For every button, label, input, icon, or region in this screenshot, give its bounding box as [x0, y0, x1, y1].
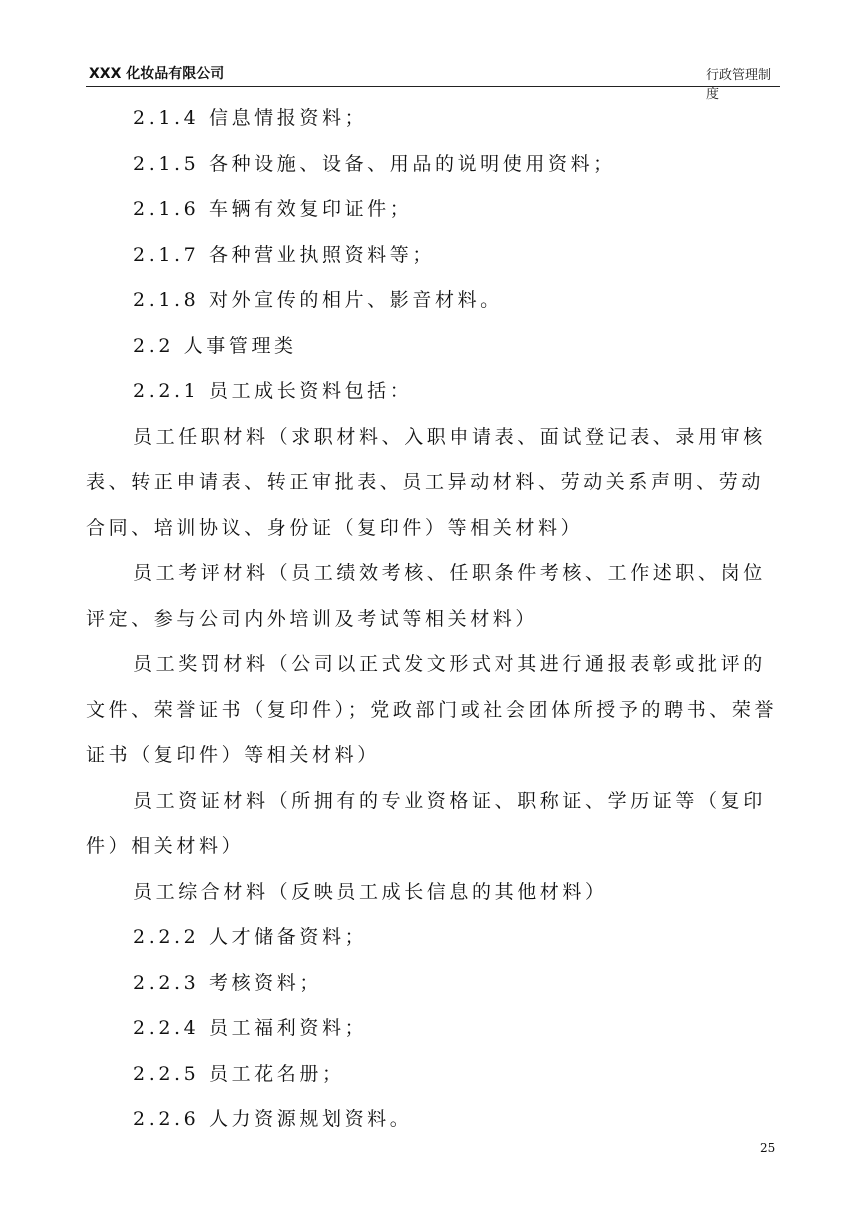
paragraph: 2.2.6 人力资源规划资料。 [133, 1108, 413, 1130]
paragraph: 2.1.5 各种设施、设备、用品的说明使用资料； [133, 152, 616, 175]
paragraph: 2.2.4 员工福利资料； [133, 1017, 368, 1039]
paragraph: 2.1.7 各种营业执照资料等； [133, 243, 435, 266]
paragraph: 员工资证材料（所拥有的专业资格证、职称证、学历证等（复印件）相关材料） [86, 789, 766, 857]
paragraph: 2.2 人事管理类 [133, 334, 297, 357]
paragraph: 员工考评材料（员工绩效考核、任职条件考核、工作述职、岗位评定、参与公司内外培训及考试等相关材料） [86, 562, 766, 630]
paragraph: 2.2.3 考核资料； [133, 971, 322, 994]
paragraph: 员工任职材料（求职材料、入职申请表、面试登记表、录用审核表、转正申请表、转正审批表、员工异动材料、劳动关系声明、劳动合同、培训协议、身份证（复印件）等相关材料） [86, 425, 766, 539]
paragraph: 2.1.4 信息情报资料； [133, 107, 368, 129]
paragraph: 2.1.6 车辆有效复印证件； [133, 198, 413, 220]
section-title: 行政管理制度 [706, 68, 772, 102]
document-body [86, 96, 780, 1143]
company-name: XXX 化妆品有限公司 [89, 66, 225, 82]
paragraph: 2.2.2 人才储备资料； [133, 926, 368, 948]
paragraph: 2.1.8 对外宣传的相片、影音材料。 [133, 289, 503, 311]
paragraph: 员工奖罚材料（公司以正式发文形式对其进行通报表彰或批评的文件、荣誉证书（复印件）；党政部门或社会团体所授予的聘书、荣誉证书（复印件）等相关材料） [86, 653, 778, 766]
page-header [86, 62, 780, 102]
paragraph: 2.2.5 员工花名册； [133, 1062, 345, 1085]
paragraph: 2.2.1 员工成长资料包括： [133, 380, 413, 402]
paragraph: 员工综合材料（反映员工成长信息的其他材料） [133, 880, 608, 903]
page-number: 25 [760, 1141, 776, 1155]
